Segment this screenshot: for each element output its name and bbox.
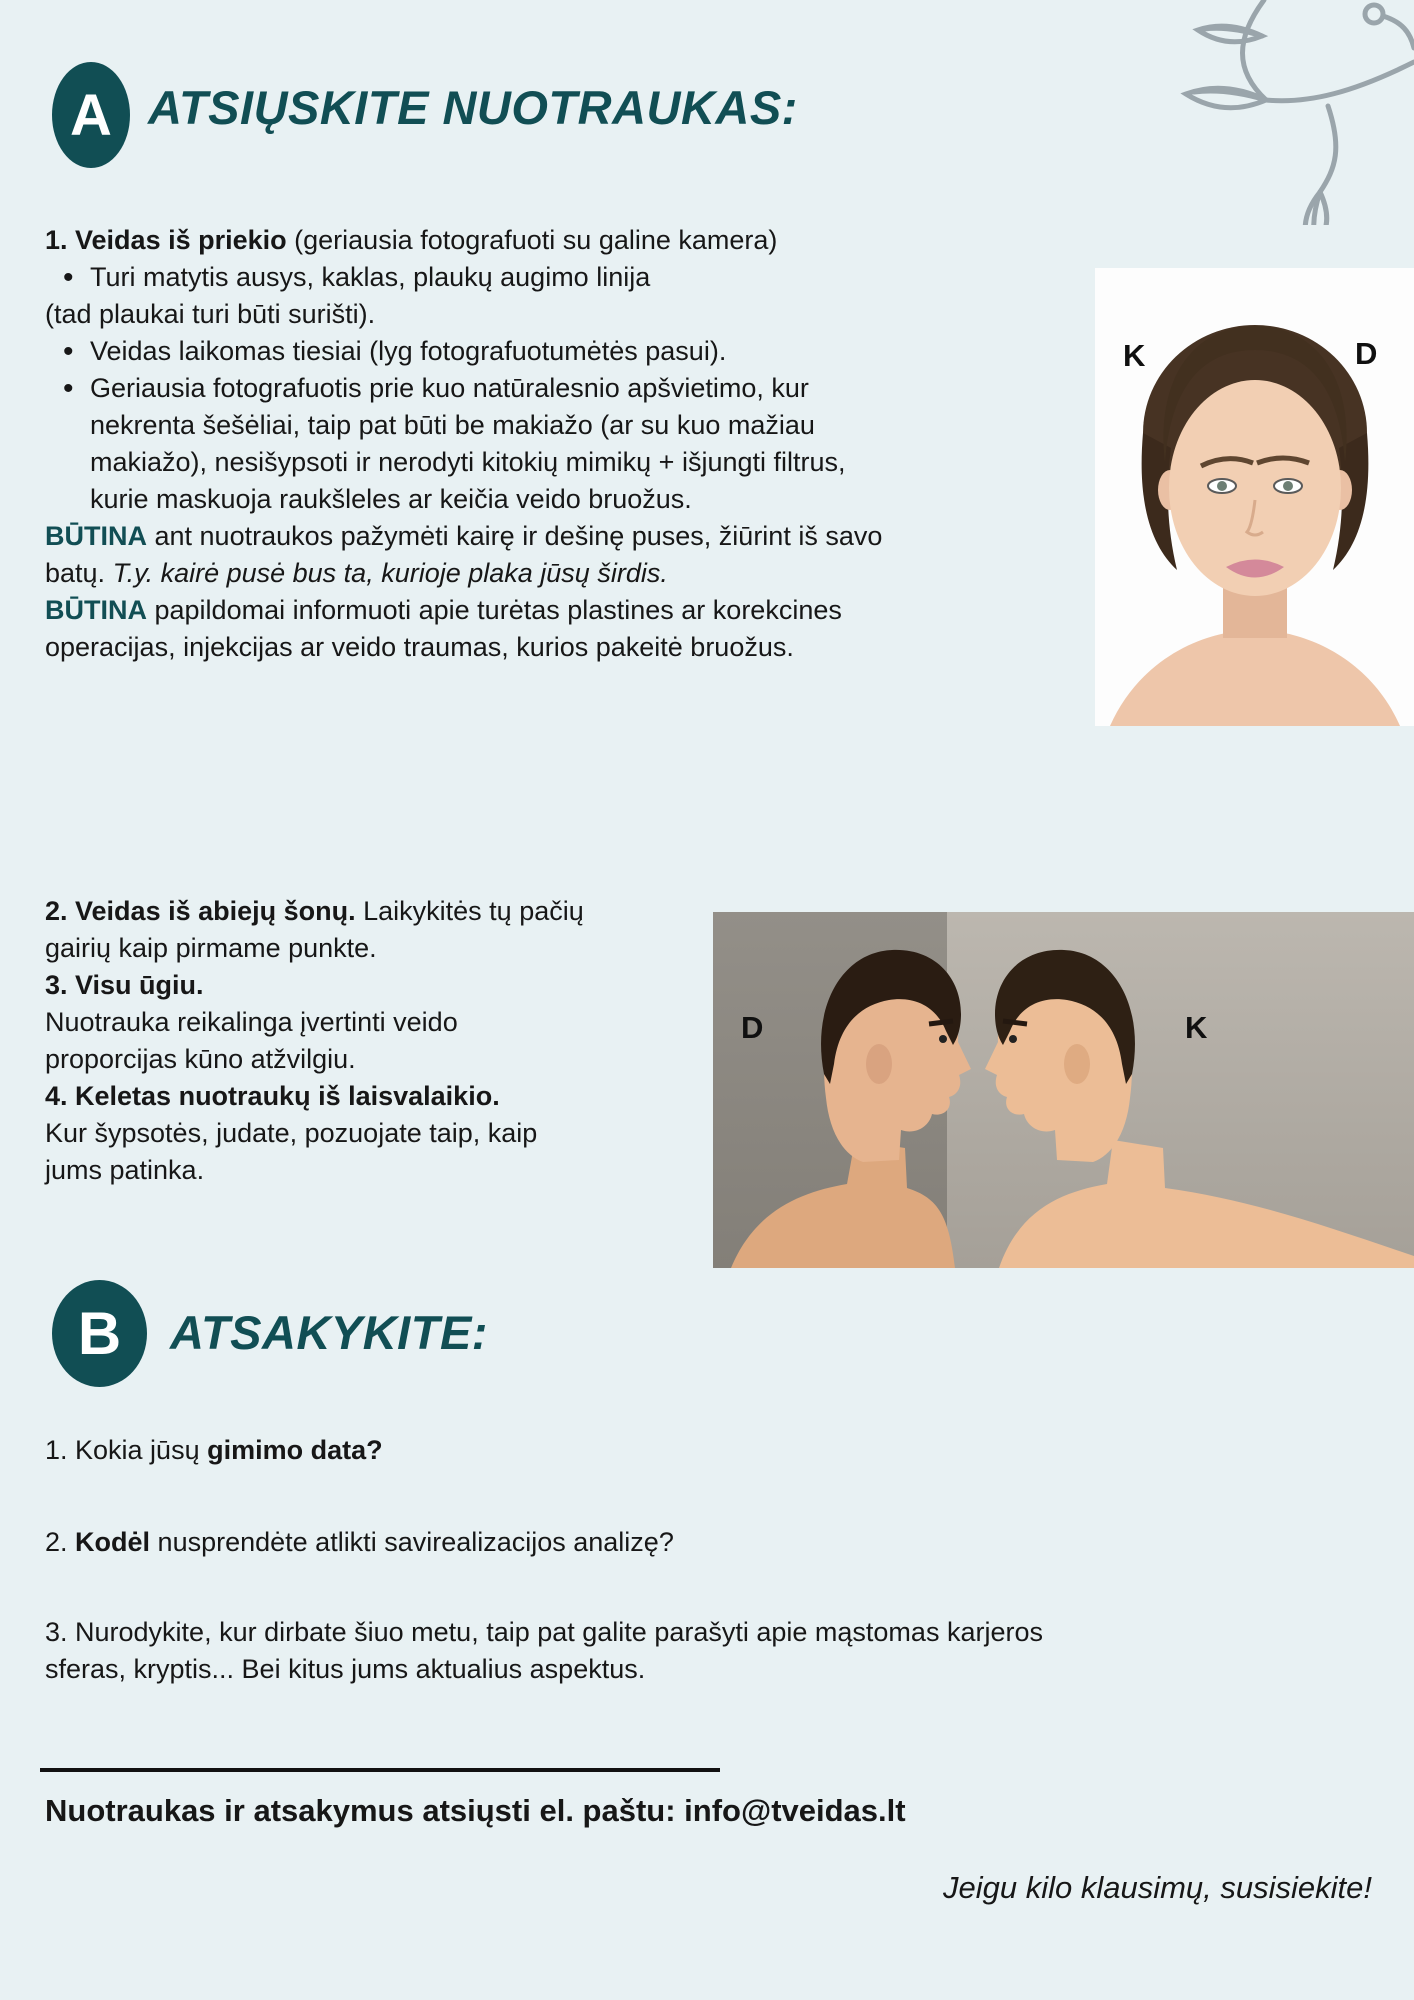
bullet-ears-neck: • Turi matytis ausys, kaklas, plaukų augimo linija <box>45 259 895 296</box>
question-2 <box>45 1524 674 1561</box>
q2-bold: Kodėl <box>75 1527 151 1557</box>
q1-bold: gimimo data? <box>207 1435 383 1465</box>
q1-pre: 1. Kokia jūsų <box>45 1435 208 1465</box>
front-face-photo <box>1095 268 1414 726</box>
bullet-natural-light: • Geriausia fotografuotis prie kuo natūralesnio apšvietimo, kur nekrenta šešėliai, taip pat būti be makiažo (ar su kuo mažiau makiažo), nesišypsoti ir nerodyti kitokių mimikų + išjungti filtrus, kurie maskuoja raukšleles ar keičia veido bruožus. <box>45 370 895 518</box>
instruction-item-1 <box>45 222 895 259</box>
footer-send-instructions: Nuotraukas ir atsakymus atsiųsti el. paštu: info@tveidas.lt <box>45 1793 906 1828</box>
section-b-badge <box>52 1280 147 1387</box>
question-1 <box>45 1432 383 1469</box>
section-b-title: ATSAKYKITE: <box>170 1306 488 1359</box>
q2-rest: nusprendėte atlikti savirealizacijos analizę? <box>150 1527 674 1557</box>
side-photo-left-side-label: D <box>741 1010 764 1045</box>
butina-inform-surgery <box>45 592 895 666</box>
side-profiles-photo <box>713 912 1414 1268</box>
footer-divider <box>40 1768 720 1772</box>
section-a-instructions <box>45 222 895 666</box>
side-profiles-illustration <box>713 912 1414 1268</box>
bullet-note-hair: (tad plaukai turi būti surišti). <box>45 299 376 329</box>
front-photo-right-side-label: D <box>1355 336 1378 371</box>
section-a-items-2-4 <box>45 893 590 1189</box>
section-a-title: ATSIŲSKITE NUOTRAUKAS: <box>148 81 798 134</box>
item1-rest: (geriausia fotografuoti su galine kamera) <box>286 225 778 255</box>
item1-bullet-list-2 <box>45 333 895 518</box>
item3-rest: Nuotrauka reikalinga įvertinti veido proporcijas kūno atžvilgiu. <box>45 1007 458 1074</box>
item1-bullet-list <box>45 259 895 296</box>
footer-contact-note: Jeigu kilo klausimų, susisiekite! <box>942 1870 1372 1905</box>
q2-pre: 2. <box>45 1527 76 1557</box>
section-a-badge-letter: A <box>70 82 112 148</box>
butina2-label: BŪTINA <box>45 595 147 625</box>
front-photo-left-side-label: K <box>1123 338 1146 373</box>
butina1-label: BŪTINA <box>45 521 147 551</box>
section-b-badge-letter: B <box>77 1300 122 1367</box>
butina1-text: ant nuotraukos pažymėti kairę ir dešinę puses, žiūrint iš savo batų. <box>45 521 883 588</box>
instruction-item-4: 4. Keletas nuotraukų iš laisvalaikio. <box>45 1081 500 1111</box>
bullet-face-straight: • Veidas laikomas tiesiai (lyg fotografuotumėtės pasui). <box>45 333 895 370</box>
instruction-item-3: 3. Visu ūgiu. <box>45 970 204 1000</box>
butina1-italic: T.y. kairė pusė bus ta, kurioje plaka jūsų širdis. <box>112 558 668 588</box>
item2-bold: 2. Veidas iš abiejų šonų. <box>45 896 356 926</box>
question-3: 3. Nurodykite, kur dirbate šiuo metu, taip pat galite parašyti apie mąstomas karjeros sferas, kryptis... Bei kitus jums aktualius aspektus. <box>45 1617 1043 1684</box>
section-a-badge <box>52 62 130 168</box>
side-photo-right-side-label: K <box>1185 1010 1208 1045</box>
item4-rest: Kur šypsotės, judate, pozuojate taip, kaip jums patinka. <box>45 1118 538 1185</box>
item1-bold: 1. Veidas iš priekio <box>45 225 287 255</box>
instruction-item-2 <box>45 893 590 967</box>
butina2-text: papildomai informuoti apie turėtas plastines ar korekcines operacijas, injekcijas ar veido traumas, kurios pakeitė bruožus. <box>45 595 842 662</box>
butina-mark-sides <box>45 518 895 592</box>
vine-branch-icon <box>1114 0 1414 225</box>
item2-rest: Laikykitės tų pačių gairių kaip pirmame punkte. <box>45 896 584 963</box>
